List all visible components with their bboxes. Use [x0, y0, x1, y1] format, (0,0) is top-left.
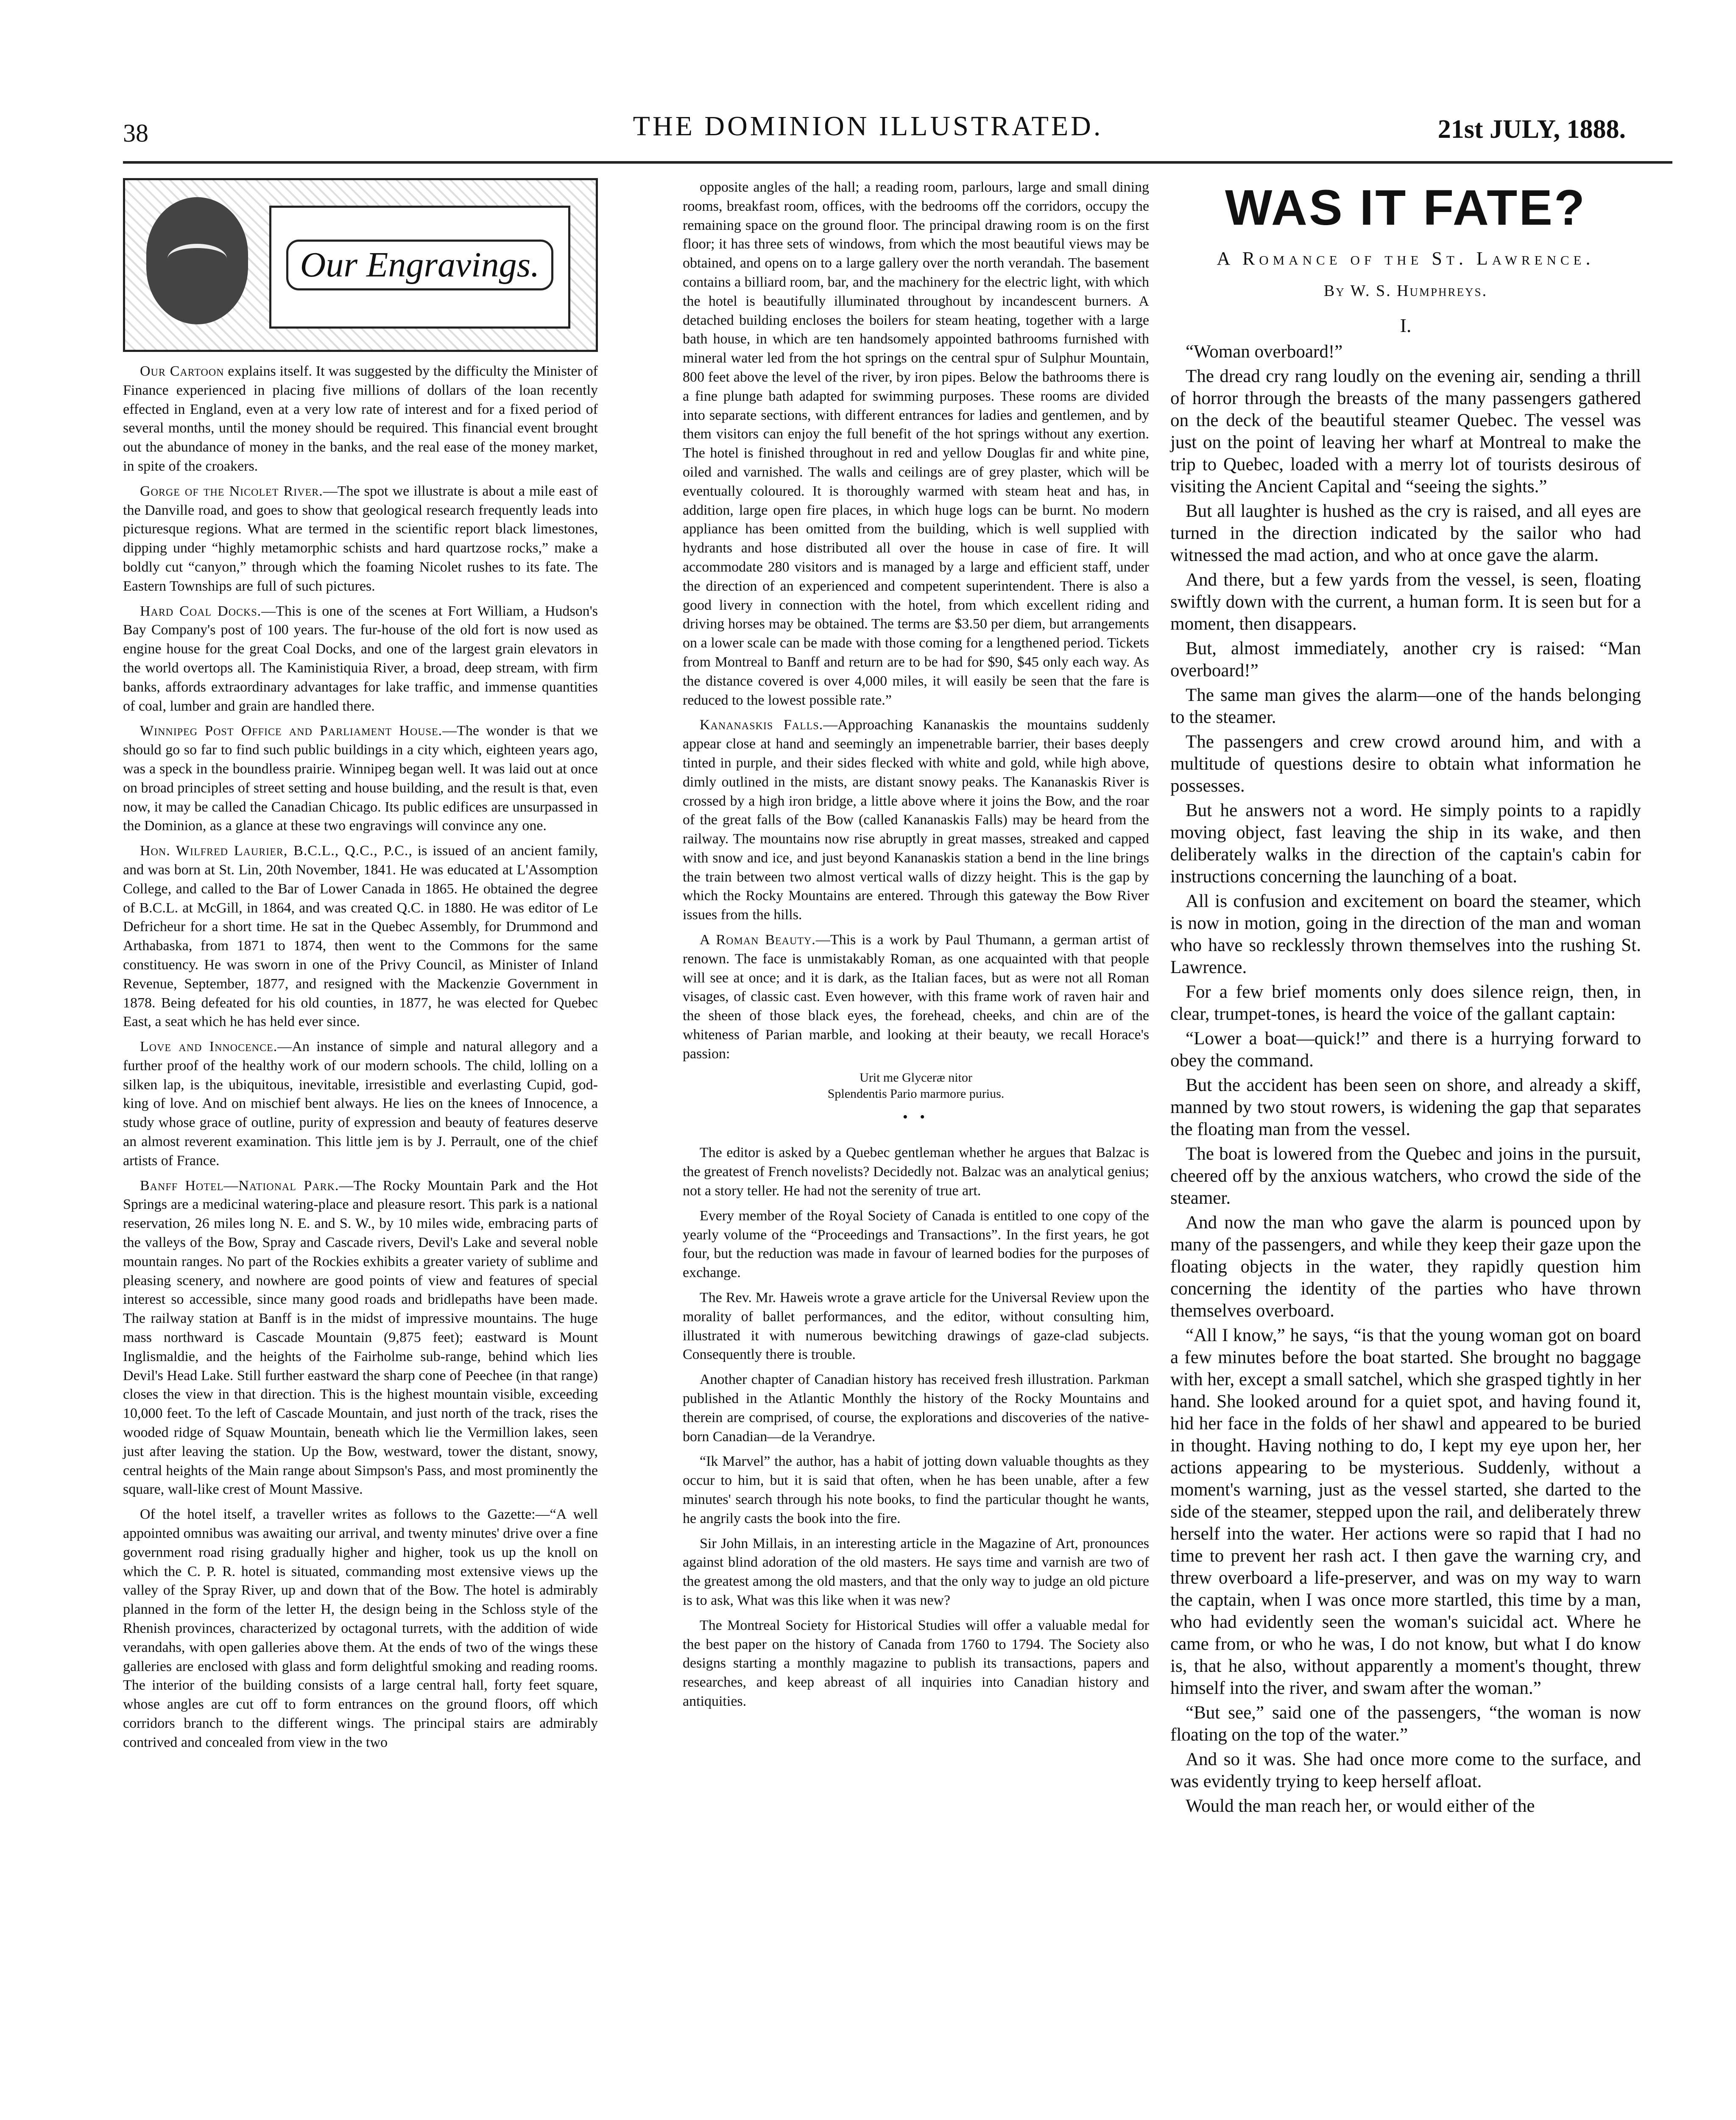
- article-text: —The spot we illustrate is about a mile east of the Danville road, and goes to show that geological research frequently leads into picturesque regions. What are termed in the scientific report black limestones, dipping under “highly metamorphic schists and hard quartzose rocks,” make a boldly cut “canyon,” through which the foaming Nicolet rushes to its fate. The Eastern Townships are full of such pictures.: [123, 483, 598, 594]
- article-paragraph: [123, 362, 598, 476]
- article-text: opposite angles of the hall; a reading room, parlours, large and small dining rooms, breakfast room, offices, with the bedrooms off the corridors, occupy the remaining space on the ground floor. The principal drawing room is on the first floor; it has three sets of windows, from which the most beautiful views may be obtained, and opens on to a large gallery over the north verandah. The basement contains a billiard room, bar, and the machinery for the electric light, with which the hotel is beautifully illuminated throughout by incandescent burners. A detached building encloses the boilers for steam heating, together with a large bath house, in which are ten handsomely appointed bathrooms furnished with mineral water led from the hot springs on the central spur of Sulphur Mountain, 800 feet above the level of the river, by iron pipes. Below the bathrooms there is a fine plunge bath adapted for swimming purposes. These rooms are divided into separate sections, with different entrances for ladies and gentlemen, and by them visitors can enjoy the full benefit of the hot springs without any exertion. The hotel is finished throughout in red and yellow Douglas fir and white pine, oiled and varnished. The walls and ceilings are of grey plaster, which will be eventually coloured. It is thoroughly warmed with steam heat and has, in addition, large open fire places, in which huge logs can be burnt. No modern appliance has been omitted from the building, which is well supplied with hydrants and hose distributed all over the house in case of fire. It will accommodate 280 visitors and is managed by a large and efficient staff, under the direction of an experienced and competent superintendent. There is also a good livery in connection with the hotel, from which excellent riding and driving horses may be obtained. The terms are $3.50 per diem, but arrangements on a lower scale can be made with those coming for a lengthened period. Tickets from Montreal to Banff and return are to be had for $90, $45 only each way. As the distance covered is over 4,000 miles, it will easily be seen that the fare is reduced to the lowest possible rate.”: [683, 179, 1149, 708]
- story-paragraph: But he answers not a word. He simply points to a rapidly moving object, fast leaving the ship in its wake, and then deliberately walks in the direction of the captain's cabin for instructions concerning the launching of a boat.: [1170, 801, 1641, 887]
- green-man-face-icon: [146, 197, 248, 324]
- story-paragraph: All is confusion and excitement on board the steamer, which is now in motion, going in the direction of the man and woman who have so recklessly thrown themselves into the rushing St. Lawrence.: [1170, 891, 1641, 977]
- column-3-story: [1170, 178, 1641, 1820]
- story-paragraph: And so it was. She had once more come to the surface, and was evidently trying to keep herself afloat.: [1170, 1749, 1641, 1791]
- article-paragraph: [123, 842, 598, 1032]
- story-paragraph: But, almost immediately, another cry is raised: “Man overboard!”: [1170, 639, 1641, 681]
- horace-verse-line-2: Splendentis Pario marmore purius.: [827, 1086, 1005, 1101]
- issue-date: 21st JULY, 1888.: [1437, 115, 1626, 144]
- article-paragraph: [123, 602, 598, 716]
- story-paragraph: And now the man who gave the alarm is pounced upon by many of the passengers, and while they keep their gaze upon the floating objects in the water, they rapidly question him concerning the identity of the parties who have thrown themselves overboard.: [1170, 1213, 1641, 1321]
- article-text: Of the hotel itself, a traveller writes as follows to the Gazette:—“A well appointed omnibus was awaiting our arrival, and twenty minutes' drive over a fine government road rising gradually higher and higher, took us up the knoll on which the C. P. R. hotel is situated, commanding most extensive views up the valley of the Spray River, up and down that of the Bow. The hotel is admirably planned in the form of the letter H, the design being in the Schloss style of the Rhenish provinces, characterized by octagonal turrets, with the addition of wide verandahs, with open galleries above them. At the ends of two of the wings these galleries are enclosed with glass and form delightful smoking and reading rooms. The interior of the building consists of a large central hall, forty feet square, whose angles are cut off to form entrances on the ground floors, off which corridors branch to the different wings. The principal stairs are admirably contrived and concealed from view in the two: [123, 1506, 598, 1750]
- article-heading: Love and Innocence.: [140, 1039, 278, 1055]
- article-paragraph: [123, 1505, 598, 1752]
- article-paragraph: [683, 716, 1149, 925]
- article-heading: Our Cartoon: [140, 363, 224, 379]
- editorial-note-paragraph: Another chapter of Canadian history has received fresh illustration. Parkman published in the Atlantic Monthly the history of the Rocky Mountains and therein are comprised, of course, the explorations and discoveries of the native-born Canadian—de la Verandrye.: [683, 1372, 1149, 1445]
- article-paragraph: [683, 931, 1149, 1064]
- article-paragraph: [123, 1038, 598, 1171]
- page-number: 38: [123, 119, 148, 147]
- story-byline: By W. S. Humphreys.: [1323, 282, 1488, 300]
- story-title: WAS IT FATE?: [1225, 180, 1587, 236]
- story-paragraph: But all laughter is hushed as the cry is raised, and all eyes are turned in the direction indicated by the sailor who had witnessed the mad action, and who at once gave the alarm.: [1170, 501, 1641, 565]
- column-1: [123, 178, 598, 1758]
- article-paragraph: [123, 722, 598, 836]
- editorial-note-paragraph: The Montreal Society for Historical Studies will offer a valuable medal for the best paper on the history of Canada from 1760 to 1794. The Society also designs starting a monthly magazine to publish its transactions, papers and researches, and keep abreast of all inquiries into Canadian history and antiquities.: [683, 1617, 1149, 1709]
- story-paragraph: And there, but a few yards from the vessel, is seen, floating swiftly down with the current, a human form. It is seen but for a moment, then disappears.: [1170, 570, 1641, 634]
- engravings-heading: Our Engravings.: [286, 240, 553, 290]
- article-text: —This is a work by Paul Thumann, a german artist of renown. The face is unmistakably Roman, as one acquainted with that people will see at once; and it is dark, as the Italian faces, but as were not all Roman visages, of classic cast. Even however, with this frame work of raven hair and the sheen of those black eyes, the forehead, cheeks, and chin are of the whiteness of Parian marble, and looking at their beauty, we recall Horace's passion:: [683, 932, 1149, 1062]
- article-text: explains itself. It was suggested by the difficulty the Minister of Finance experienced in placing five millions of dollars of the loan recently effected in England, even at a very low rate of interest and for a fixed period of several months, until the money should be required. This financial event brought out the abundance of money in the banks, and the real ease of the money market, in spite of the croakers.: [123, 363, 598, 474]
- story-paragraph: The boat is lowered from the Quebec and joins in the pursuit, cheered off by the anxious watchers, who crowd the side of the steamer.: [1170, 1144, 1641, 1208]
- article-heading: Hon. Wilfred Laurier, B.C.L., Q.C., P.C.: [140, 843, 409, 859]
- article-paragraph: [683, 178, 1149, 710]
- story-paragraph: “All I know,” he says, “is that the young woman got on board a few minutes before the boat started. She brought no baggage with her, except a small satchel, which she grasped tightly in her hand. She looked around for a quiet spot, and having found it, hid her face in the folds of her shawl and appeared to be buried in thought. Having nothing to do, I kept my eye upon her, her actions appearing to be mysterious. Suddenly, without a moment's warning, just as the vessel started, she darted to the side of the steamer, stepped upon the rail, and deliberately threw herself into the water. Her actions were so rapid that I had no time to prevent her rash act. I then gave the warning cry, and threw overboard a life-preserver, and was on my way to warn the captain, when I was once more startled, this time by a man, who had evidently seen the woman's suicidal act. Where he came from, or who he was, I do not know, but what I do know is, that he also, without apparently a moment's thought, threw himself into the river, and swam after the woman.”: [1170, 1325, 1641, 1698]
- article-text: —The wonder is that we should go so far to find such public buildings in a city which, eighteen years ago, was a speck in the boundless prairie. Winnipeg began well. It was laid out at once on broad principles of street setting and house building, and the result is that, even now, it may be called the Canadian Chicago. Its public edifices are unsurpassed in the Dominion, as a glance at these two engravings will convince any one.: [123, 723, 598, 834]
- article-text: —An instance of simple and natural allegory and a further proof of the healthy work of our modern schools. The child, lolling on a silken lap, is the ubiquitous, inevitable, irresistible and everlasting Cupid, god-king of love. And on mischief bent always. He lies on the knees of Innocence, a study whose grace of outline, purity of expression and beauty of features deserve an almost reverent examination. This little jem is by J. Perrault, one of the chief artists of France.: [123, 1039, 598, 1169]
- editorial-note-paragraph: “Ik Marvel” the author, has a habit of jotting down valuable thoughts as they occur to him, but it is said that often, when he has been unable, after a few minutes' search through his note books, to find the particular thought he wants, he angrily casts the book into the fire.: [683, 1453, 1149, 1526]
- editorial-notes: [683, 1144, 1149, 1711]
- story-paragraph: The dread cry rang loudly on the evening air, sending a thrill of horror through the breasts of the many passengers gathered on the deck of the beautiful steamer Quebec. The vessel was just on the point of leaving her wharf at Montreal to make the trip to Quebec, loaded with a merry lot of tourists desirous of visiting the Ancient Capital and “seeing the sights.”: [1170, 366, 1641, 497]
- story-paragraph: But the accident has been seen on shore, and already a skiff, manned by two stout rowers, is widening the gap that separates the floating man from the vessel.: [1170, 1075, 1641, 1139]
- article-text: , is issued of an ancient family, and was born at St. Lin, 20th November, 1841. He was educated at L'Assomption College, and called to the Bar of Lower Canada in 1865. He obtained the degree of B.C.L. at McGill, in 1864, and was created Q.C. in 1880. He was editor of Le Defricheur for a short time. He sat in the Quebec Assembly, for Drummond and Arthabaska, from 1871 to 1874, then went to the Commons for the same constituency. He was sworn in one of the Privy Council, as Minister of Inland Revenue, September, 1877, and resigned with the Mackenzie Government in 1878. Being defeated for his old counties, in 1877, he was elected for Quebec East, a seat which he has held ever since.: [123, 843, 598, 1030]
- editorial-note-paragraph: The editor is asked by a Quebec gentleman whether he argues that Balzac is the greatest of French novelists? Decidedly not. Balzac was an analytical genius; not a story teller. He had not the serenity of true art.: [683, 1145, 1149, 1199]
- editorial-note-paragraph: Every member of the Royal Society of Canada is entitled to one copy of the yearly volume of the “Proceedings and Transactions”. In the first years, he got four, but the reduction was made in favour of learned bodies for the purposes of exchange.: [683, 1208, 1149, 1281]
- story-paragraph: “Woman overboard!”: [1186, 342, 1343, 362]
- article-heading: Gorge of the Nicolet River.: [140, 483, 323, 499]
- story-paragraph: “Lower a boat—quick!” and there is a hurrying forward to obey the command.: [1170, 1029, 1641, 1071]
- story-paragraph: The passengers and crew crowd around him, and with a multitude of questions desire to obtain what information he possesses.: [1170, 732, 1641, 796]
- story-paragraph: The same man gives the alarm—one of the hands belonging to the steamer.: [1170, 685, 1641, 727]
- article-heading: Kananaskis Falls.: [700, 717, 823, 733]
- engravings-articles: [123, 362, 598, 1752]
- page-header: [0, 85, 1736, 161]
- publication-title: THE DOMINION ILLUSTRATED.: [633, 111, 1103, 142]
- article-text: —This is one of the scenes at Fort William, a Hudson's Bay Company's post of 100 years. The fur-house of the old fort is now used as engine house for the great Coal Docks, and one of the largest grain elevators in the world overtops all. The Kaministiquia River, a broad, deep stream, with firm banks, affords extraordinary advantages for lake traffic, and immense quantities of coal, lumber and grain are handled there.: [123, 603, 598, 714]
- story-subtitle: A Romance of the St. Lawrence.: [1217, 248, 1595, 269]
- article-heading: A Roman Beauty.: [700, 932, 816, 948]
- editorial-note-paragraph: The Rev. Mr. Haweis wrote a grave article for the Universal Review upon the morality of ballet performances, and the editor, without consulting him, illustrated it with numerous bewitching drawings of gaze-clad subjects. Consequently there is trouble.: [683, 1290, 1149, 1363]
- header-rule: [123, 161, 1672, 164]
- story-section-number: I.: [1400, 315, 1412, 336]
- article-heading: Banff Hotel—National Park.: [140, 1177, 339, 1194]
- article-heading: Winnipeg Post Office and Parliament House.: [140, 723, 443, 739]
- horace-verse-line-1: Urit me Glyceræ nitor: [860, 1070, 972, 1085]
- article-heading: Hard Coal Docks.: [140, 603, 262, 619]
- editorial-note-paragraph: Sir John Millais, in an interesting article in the Magazine of Art, pronounces against blind adoration of the old masters. He says time and varnish are two of the greatest among the old masters, and that the only way to judge an old picture is to ask, What was this like when it was new?: [683, 1535, 1149, 1608]
- story-paragraph: Would the man reach her, or would either of the: [1186, 1796, 1535, 1816]
- story-text: [1170, 341, 1641, 1817]
- article-paragraph: [123, 1177, 598, 1500]
- story-paragraph: For a few brief moments only does silence reign, then, in clear, trumpet-tones, is heard the voice of the gallant captain:: [1170, 982, 1641, 1024]
- our-engravings-ornament: [123, 178, 598, 352]
- article-paragraph: [123, 482, 598, 596]
- story-paragraph: “But see,” said one of the passengers, “the woman is now floating on the top of the water.”: [1170, 1703, 1641, 1745]
- section-separator: • •: [902, 1109, 929, 1125]
- article-text: —Approaching Kananaskis the mountains suddenly appear close at hand and seemingly an impenetrable barrier, their bases deeply tinted in purple, and their sides flecked with white and gold, while high above, dimly outlined in the mists, are distant snowy peaks. The Kananaskis River is crossed by a high iron bridge, a little above where it joins the Bow, and the roar of the great falls of the Bow (called Kananaskis Falls) may be heard from the railway. The mountains now rise abruptly in great masses, streaked and capped with snow and ice, and just beyond Kananaskis station a bend in the line brings the train between two almost vertical walls of dizzy height. This is the gap by which the Rocky Mountains are entered. Through this gateway the Bow River issues from the hills.: [683, 717, 1149, 923]
- engravings-articles-continued: [683, 178, 1149, 1064]
- column-2: [683, 178, 1149, 1717]
- article-text: —The Rocky Mountain Park and the Hot Springs are a medicinal watering-place and pleasure resort. This park is a national reservation, 26 miles long N. E. and S. W., by 10 miles wide, embracing parts of the valleys of the Bow, Spray and Cascade rivers, Devil's Lake and several noble mountain ranges. No part of the Rockies exhibits a greater variety of sublime and pleasing scenery, and nowhere are good points of view and features of special interest so accessible, since many good roads and bridlepaths have been made. The railway station at Banff is in the midst of impressive mountains. The huge mass northward is Cascade Mountain (9,875 feet); eastward is Mount Inglismaldie, and the heights of the Fairholme sub-range, behind which lies Devil's Head Lake. Still further eastward the sharp cone of Peechee (in that range) closes the view in that direction. This is the highest mountain visible, exceeding 10,000 feet. To the left of Cascade Mountain, and just north of the track, rises the wooded ridge of Squaw Mountain, beneath which lie the Vermillion lakes, seen just after leaving the station. Up the Bow, westward, tower the distant, snowy, central heights of the Main range about Simpson's Pass, and most prominently the square, wall-like crest of Mount Massive.: [123, 1177, 598, 1498]
